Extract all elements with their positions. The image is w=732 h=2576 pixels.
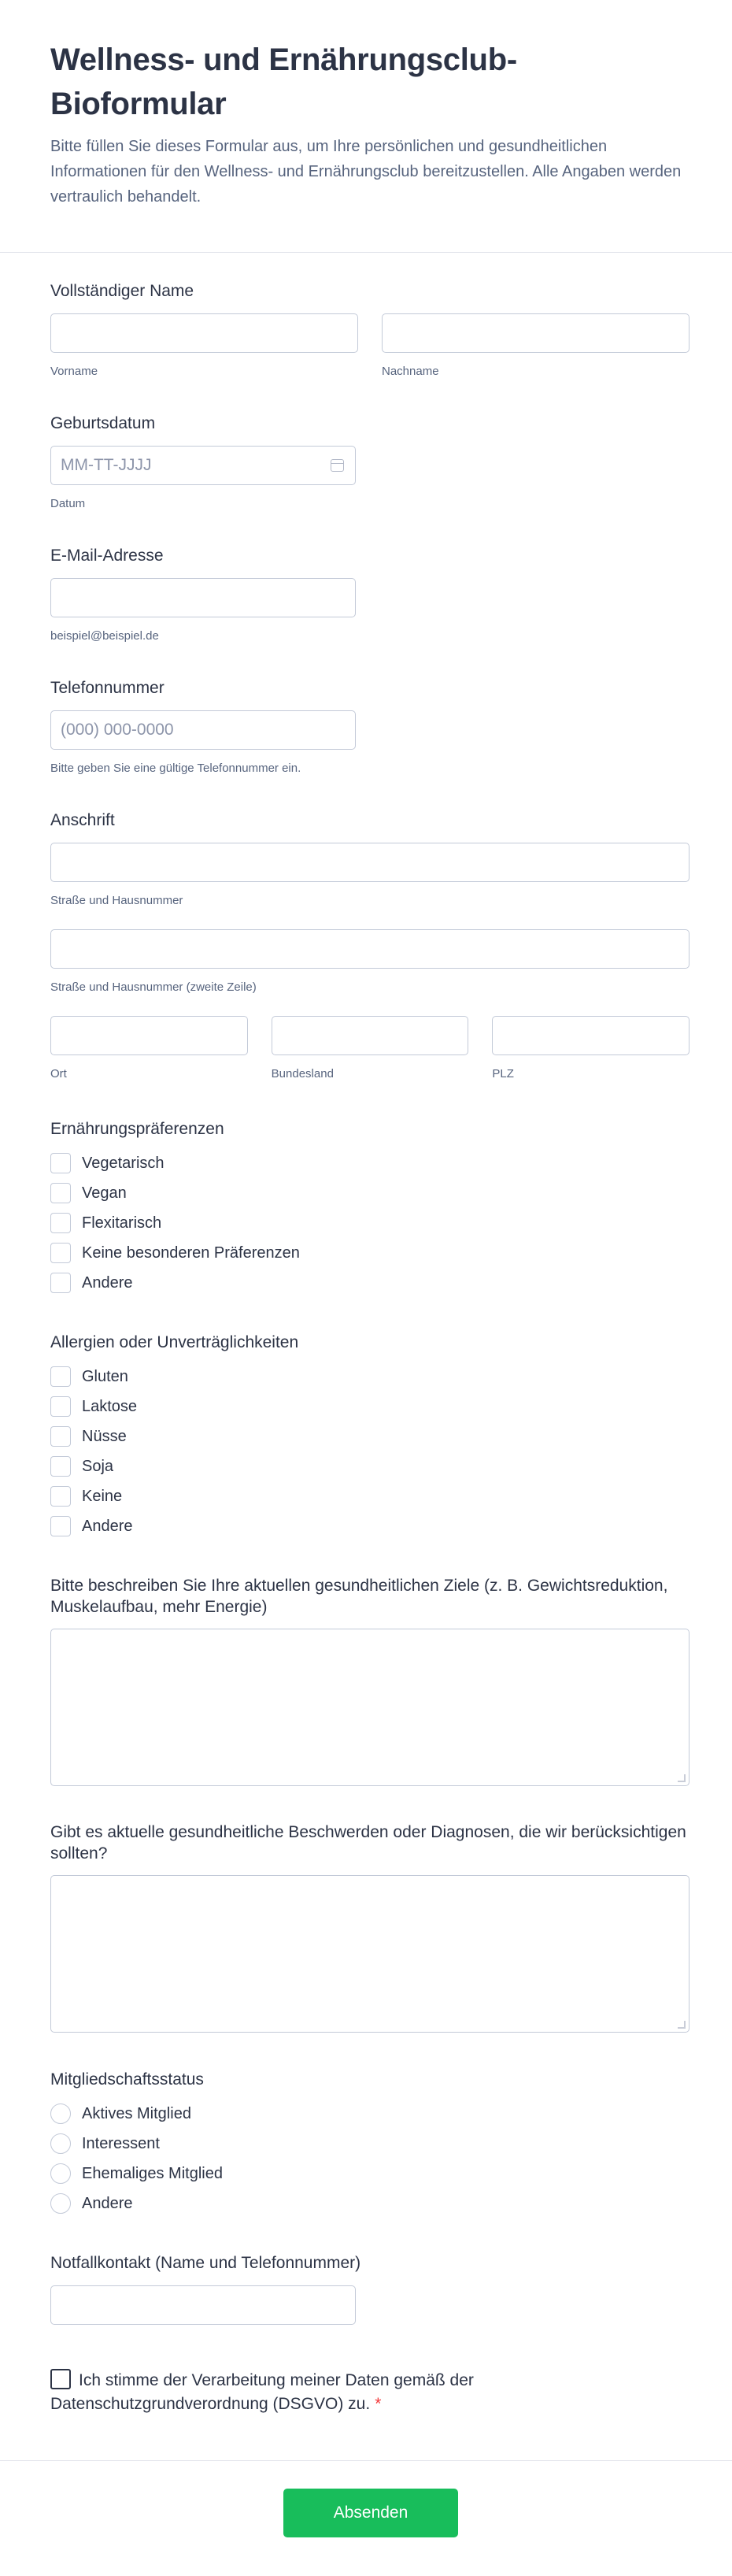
email-input[interactable]: [50, 578, 356, 617]
form-description: Bitte füllen Sie dieses Formular aus, um Ihre persönlichen und gesundheitlichen Informationen für den Wellness- und Ernährungsclub bereitzustellen. Alle Angaben werden vertraulich behandelt.: [50, 138, 682, 206]
last-name-sublabel: Nachname: [382, 365, 439, 378]
phone-sublabel: Bitte geben Sie eine gültige Telefonnummer ein.: [50, 762, 301, 775]
membership-option-aktiv[interactable]: Aktives Mitglied: [50, 2099, 689, 2129]
checkbox[interactable]: [50, 1366, 71, 1387]
birthdate-sublabel: Datum: [50, 497, 86, 510]
consent-checkbox[interactable]: [50, 2369, 71, 2389]
phone-field: [50, 677, 356, 777]
allergies-field: [50, 1332, 689, 1541]
diet-label: Ernährungspräferenzen: [50, 1120, 224, 1138]
consent-field: [50, 2369, 496, 2416]
checkbox[interactable]: [50, 1456, 71, 1477]
street2-sublabel: Straße und Hausnummer (zweite Zeile): [50, 980, 257, 994]
city-input[interactable]: [50, 1016, 248, 1055]
radio-button[interactable]: [50, 2103, 71, 2124]
conditions-label: Gibt es aktuelle gesundheitliche Beschwerden oder Diagnosen, die wir berücksichtigen sollten?: [50, 1823, 686, 1863]
emergency-label: Notfallkontakt (Name und Telefonnummer): [50, 2254, 361, 2272]
form-title: Wellness- und Ernährungsclub-Bioformular: [50, 43, 517, 121]
checkbox[interactable]: [50, 1396, 71, 1417]
city-sublabel: Ort: [50, 1067, 67, 1080]
consent-label: Ich stimme der Verarbeitung meiner Daten gemäß der Datenschutzgrundverordnung (DSGVO) zu.: [50, 2371, 474, 2413]
membership-option-ehemalig[interactable]: Ehemaliges Mitglied: [50, 2159, 689, 2189]
zip-sublabel: PLZ: [492, 1067, 514, 1080]
checkbox[interactable]: [50, 1183, 71, 1203]
state-sublabel: Bundesland: [271, 1067, 334, 1080]
checkbox[interactable]: [50, 1273, 71, 1293]
allergies-label: Allergien oder Unverträglichkeiten: [50, 1333, 299, 1351]
allergy-option-laktose[interactable]: Laktose: [50, 1392, 689, 1421]
street-input[interactable]: [50, 843, 689, 882]
birthdate-label: Geburtsdatum: [50, 414, 156, 432]
membership-option-andere[interactable]: Andere: [50, 2189, 689, 2218]
state-input[interactable]: [272, 1016, 469, 1055]
submit-button[interactable]: Absenden: [283, 2489, 458, 2537]
checkbox[interactable]: [50, 1153, 71, 1173]
required-mark: *: [375, 2395, 382, 2413]
emergency-input[interactable]: [50, 2285, 356, 2325]
diet-option-vegetarisch[interactable]: Vegetarisch: [50, 1148, 689, 1178]
checkbox[interactable]: [50, 1426, 71, 1447]
checkbox[interactable]: [50, 1243, 71, 1263]
checkbox[interactable]: [50, 1516, 71, 1536]
phone-label: Telefonnummer: [50, 679, 165, 697]
birthdate-placeholder: MM-TT-JJJJ: [61, 456, 152, 474]
email-field: [50, 545, 356, 644]
street-sublabel: Straße und Hausnummer: [50, 894, 183, 907]
form-header: [0, 0, 732, 253]
diet-option-flexitarisch[interactable]: Flexitarisch: [50, 1208, 689, 1238]
radio-button[interactable]: [50, 2193, 71, 2214]
allergy-option-keine[interactable]: Keine: [50, 1481, 689, 1511]
email-sublabel: beispiel@beispiel.de: [50, 629, 159, 643]
first-name-input[interactable]: [50, 313, 358, 353]
diet-option-vegan[interactable]: Vegan: [50, 1178, 689, 1208]
full-name-label: Vollständiger Name: [50, 282, 194, 300]
allergy-option-nuesse[interactable]: Nüsse: [50, 1421, 689, 1451]
phone-input[interactable]: [50, 710, 356, 750]
radio-button[interactable]: [50, 2133, 71, 2154]
emergency-field: [50, 2252, 361, 2325]
diet-field: [50, 1118, 689, 1298]
allergy-option-gluten[interactable]: Gluten: [50, 1362, 689, 1392]
birthdate-field: [50, 413, 356, 512]
address-label: Anschrift: [50, 811, 115, 829]
consent-text[interactable]: [50, 2369, 496, 2416]
street2-input[interactable]: [50, 929, 689, 969]
phone-placeholder: (000) 000-0000: [61, 721, 174, 739]
conditions-textarea[interactable]: [50, 1875, 689, 2033]
allergy-option-andere[interactable]: Andere: [50, 1511, 689, 1541]
resize-grip-icon[interactable]: [678, 1774, 686, 1782]
checkbox[interactable]: [50, 1486, 71, 1507]
conditions-field: [50, 1822, 689, 2033]
goals-textarea[interactable]: [50, 1629, 689, 1786]
last-name-input[interactable]: [382, 313, 689, 353]
address-field: [50, 810, 689, 1082]
resize-grip-icon[interactable]: [678, 2021, 686, 2029]
goals-label: Bitte beschreiben Sie Ihre aktuellen gesundheitlichen Ziele (z. B. Gewichtsreduktion, Muskelaufbau, mehr Energie): [50, 1577, 668, 1616]
radio-button[interactable]: [50, 2163, 71, 2184]
full-name-field: [50, 280, 689, 380]
membership-field: [50, 2069, 689, 2218]
diet-option-keine-praeferenzen[interactable]: Keine besonderen Präferenzen: [50, 1238, 689, 1268]
birthdate-input[interactable]: [50, 446, 356, 485]
first-name-sublabel: Vorname: [50, 365, 98, 378]
checkbox[interactable]: [50, 1213, 71, 1233]
zip-input[interactable]: [492, 1016, 689, 1055]
membership-option-interessent[interactable]: Interessent: [50, 2129, 689, 2159]
calendar-icon[interactable]: [331, 459, 344, 472]
email-label: E-Mail-Adresse: [50, 547, 164, 565]
allergy-option-soja[interactable]: Soja: [50, 1451, 689, 1481]
membership-label: Mitgliedschaftsstatus: [50, 2070, 204, 2089]
diet-option-andere[interactable]: Andere: [50, 1268, 689, 1298]
goals-field: [50, 1575, 689, 1786]
